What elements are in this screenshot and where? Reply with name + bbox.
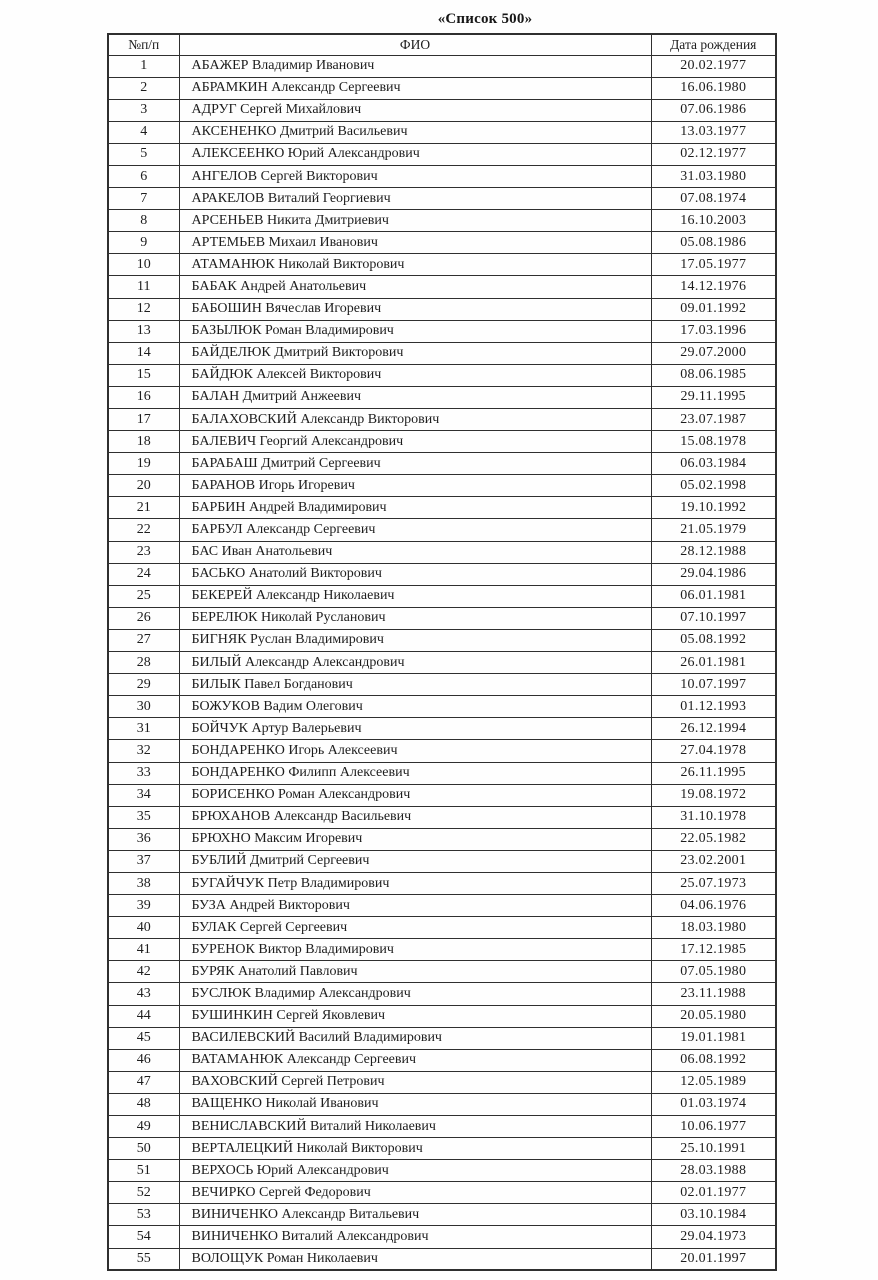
- person-name: БАЛЕВИЧ Георгий Александрович: [179, 431, 651, 453]
- birth-date: 29.11.1995: [651, 386, 776, 408]
- person-name: БОЖУКОВ Вадим Олегович: [179, 696, 651, 718]
- birth-date: 26.12.1994: [651, 718, 776, 740]
- birth-date: 19.08.1972: [651, 784, 776, 806]
- person-name: АЛЕКСЕЕНКО Юрий Александрович: [179, 143, 651, 165]
- birth-date: 07.05.1980: [651, 961, 776, 983]
- person-name: БАЗЫЛЮК Роман Владимирович: [179, 320, 651, 342]
- row-number: 37: [108, 850, 179, 872]
- person-name: ВАЩЕНКО Николай Иванович: [179, 1093, 651, 1115]
- table-row: [108, 99, 776, 121]
- person-name: БИГНЯК Руслан Владимирович: [179, 629, 651, 651]
- birth-date: 26.11.1995: [651, 762, 776, 784]
- person-name: БАСЬКО Анатолий Викторович: [179, 563, 651, 585]
- table-row: [108, 165, 776, 187]
- table-row: [108, 541, 776, 563]
- table-row: [108, 276, 776, 298]
- row-number: 34: [108, 784, 179, 806]
- birth-date: 05.02.1998: [651, 475, 776, 497]
- row-number: 8: [108, 210, 179, 232]
- birth-date: 02.01.1977: [651, 1182, 776, 1204]
- table-row: [108, 895, 776, 917]
- person-name: БАЙДЕЛЮК Дмитрий Викторович: [179, 342, 651, 364]
- table-row: [108, 342, 776, 364]
- table-row: [108, 320, 776, 342]
- row-number: 29: [108, 674, 179, 696]
- table-row: [108, 1248, 776, 1270]
- birth-date: 17.12.1985: [651, 939, 776, 961]
- table-row: [108, 55, 776, 77]
- table-row: [108, 188, 776, 210]
- birth-date: 20.05.1980: [651, 1005, 776, 1027]
- birth-date: 28.12.1988: [651, 541, 776, 563]
- row-number: 31: [108, 718, 179, 740]
- table-row: [108, 298, 776, 320]
- person-name: БИЛЫК Павел Богданович: [179, 674, 651, 696]
- birth-date: 05.08.1992: [651, 629, 776, 651]
- birth-date: 18.03.1980: [651, 917, 776, 939]
- person-name: ВИНИЧЕНКО Александр Витальевич: [179, 1204, 651, 1226]
- birth-date: 23.11.1988: [651, 983, 776, 1005]
- row-number: 49: [108, 1116, 179, 1138]
- row-number: 11: [108, 276, 179, 298]
- row-number: 6: [108, 165, 179, 187]
- row-number: 32: [108, 740, 179, 762]
- table-row: [108, 1116, 776, 1138]
- birth-date: 13.03.1977: [651, 121, 776, 143]
- birth-date: 31.10.1978: [651, 806, 776, 828]
- person-name: БАЛАН Дмитрий Анжеевич: [179, 386, 651, 408]
- birth-date: 06.08.1992: [651, 1049, 776, 1071]
- table-row: [108, 961, 776, 983]
- birth-date: 07.06.1986: [651, 99, 776, 121]
- birth-date: 23.07.1987: [651, 409, 776, 431]
- person-name: АДРУГ Сергей Михайлович: [179, 99, 651, 121]
- table-row: [108, 1005, 776, 1027]
- row-number: 3: [108, 99, 179, 121]
- row-number: 51: [108, 1160, 179, 1182]
- birth-date: 31.03.1980: [651, 165, 776, 187]
- table-row: [108, 740, 776, 762]
- row-number: 5: [108, 143, 179, 165]
- birth-date: 05.08.1986: [651, 232, 776, 254]
- birth-date: 08.06.1985: [651, 364, 776, 386]
- table-row: [108, 983, 776, 1005]
- birth-date: 29.04.1986: [651, 563, 776, 585]
- birth-date: 23.02.2001: [651, 850, 776, 872]
- table-row: [108, 254, 776, 276]
- person-name: БАС Иван Анатольевич: [179, 541, 651, 563]
- person-name: БУЗА Андрей Викторович: [179, 895, 651, 917]
- table-header: [108, 34, 776, 55]
- row-number: 1: [108, 55, 179, 77]
- birth-date: 10.06.1977: [651, 1116, 776, 1138]
- person-name: АБРАМКИН Александр Сергеевич: [179, 77, 651, 99]
- birth-date: 17.03.1996: [651, 320, 776, 342]
- person-name: БАРБИН Андрей Владимирович: [179, 497, 651, 519]
- header-name: ФИО: [179, 34, 651, 55]
- row-number: 9: [108, 232, 179, 254]
- birth-date: 09.01.1992: [651, 298, 776, 320]
- person-name: АРТЕМЬЕВ Михаил Иванович: [179, 232, 651, 254]
- table-row: [108, 872, 776, 894]
- birth-date: 27.04.1978: [651, 740, 776, 762]
- person-name: БОНДАРЕНКО Игорь Алексеевич: [179, 740, 651, 762]
- table-row: [108, 939, 776, 961]
- table-row: [108, 1049, 776, 1071]
- person-name: АРСЕНЬЕВ Никита Дмитриевич: [179, 210, 651, 232]
- person-name: ВЕЧИРКО Сергей Федорович: [179, 1182, 651, 1204]
- row-number: 16: [108, 386, 179, 408]
- birth-date: 14.12.1976: [651, 276, 776, 298]
- table-row: [108, 585, 776, 607]
- row-number: 27: [108, 629, 179, 651]
- birth-date: 29.07.2000: [651, 342, 776, 364]
- row-number: 20: [108, 475, 179, 497]
- table-row: [108, 762, 776, 784]
- birth-date: 26.01.1981: [651, 652, 776, 674]
- table-row: [108, 431, 776, 453]
- row-number: 40: [108, 917, 179, 939]
- table-row: [108, 1226, 776, 1248]
- table-row: [108, 1093, 776, 1115]
- birth-date: 20.01.1997: [651, 1248, 776, 1270]
- row-number: 42: [108, 961, 179, 983]
- person-name: БРЮХНО Максим Игоревич: [179, 828, 651, 850]
- row-number: 25: [108, 585, 179, 607]
- birth-date: 16.06.1980: [651, 77, 776, 99]
- person-name: БУБЛИЙ Дмитрий Сергеевич: [179, 850, 651, 872]
- table-row: [108, 143, 776, 165]
- table-row: [108, 453, 776, 475]
- person-name: БАРАБАШ Дмитрий Сергеевич: [179, 453, 651, 475]
- row-number: 43: [108, 983, 179, 1005]
- person-name: БАРБУЛ Александр Сергеевич: [179, 519, 651, 541]
- row-number: 26: [108, 607, 179, 629]
- person-name: БАБОШИН Вячеслав Игоревич: [179, 298, 651, 320]
- person-name: БОНДАРЕНКО Филипп Алексеевич: [179, 762, 651, 784]
- header-row: [108, 34, 776, 55]
- table-row: [108, 1204, 776, 1226]
- row-number: 4: [108, 121, 179, 143]
- person-name: АБАЖЕР Владимир Иванович: [179, 55, 651, 77]
- person-name: БАБАК Андрей Анатольевич: [179, 276, 651, 298]
- row-number: 48: [108, 1093, 179, 1115]
- birth-date: 01.03.1974: [651, 1093, 776, 1115]
- table-row: [108, 718, 776, 740]
- table-row: [108, 386, 776, 408]
- birth-date: 01.12.1993: [651, 696, 776, 718]
- row-number: 33: [108, 762, 179, 784]
- person-name: ВАТАМАНЮК Александр Сергеевич: [179, 1049, 651, 1071]
- row-number: 17: [108, 409, 179, 431]
- person-name: БАЛАХОВСКИЙ Александр Викторович: [179, 409, 651, 431]
- birth-date: 10.07.1997: [651, 674, 776, 696]
- table-row: [108, 784, 776, 806]
- person-name: АНГЕЛОВ Сергей Викторович: [179, 165, 651, 187]
- birth-date: 16.10.2003: [651, 210, 776, 232]
- person-name: АРАКЕЛОВ Виталий Георгиевич: [179, 188, 651, 210]
- row-number: 18: [108, 431, 179, 453]
- birth-date: 19.01.1981: [651, 1027, 776, 1049]
- birth-date: 17.05.1977: [651, 254, 776, 276]
- birth-date: 29.04.1973: [651, 1226, 776, 1248]
- person-name: БУРЯК Анатолий Павлович: [179, 961, 651, 983]
- document-title: «Список 500»: [437, 11, 533, 27]
- row-number: 19: [108, 453, 179, 475]
- person-name: ВАСИЛЕВСКИЙ Василий Владимирович: [179, 1027, 651, 1049]
- birth-date: 02.12.1977: [651, 143, 776, 165]
- row-number: 36: [108, 828, 179, 850]
- person-name: БУРЕНОК Виктор Владимирович: [179, 939, 651, 961]
- person-name: ВАХОВСКИЙ Сергей Петрович: [179, 1071, 651, 1093]
- row-number: 54: [108, 1226, 179, 1248]
- table-row: [108, 121, 776, 143]
- table-row: [108, 629, 776, 651]
- birth-date: 20.02.1977: [651, 55, 776, 77]
- person-name: БРЮХАНОВ Александр Васильевич: [179, 806, 651, 828]
- person-name: БЕКЕРЕЙ Александр Николаевич: [179, 585, 651, 607]
- birth-date: 28.03.1988: [651, 1160, 776, 1182]
- person-name: БОРИСЕНКО Роман Александрович: [179, 784, 651, 806]
- person-name: ВЕНИСЛАВСКИЙ Виталий Николаевич: [179, 1116, 651, 1138]
- person-name: БУЛАК Сергей Сергеевич: [179, 917, 651, 939]
- person-name: ВЕРХОСЬ Юрий Александрович: [179, 1160, 651, 1182]
- table-row: [108, 1160, 776, 1182]
- row-number: 28: [108, 652, 179, 674]
- table-body: [108, 55, 776, 1270]
- birth-date: 06.03.1984: [651, 453, 776, 475]
- table-row: [108, 364, 776, 386]
- row-number: 39: [108, 895, 179, 917]
- table-row: [108, 409, 776, 431]
- row-number: 13: [108, 320, 179, 342]
- person-name: БУШИНКИН Сергей Яковлевич: [179, 1005, 651, 1027]
- row-number: 53: [108, 1204, 179, 1226]
- table-row: [108, 850, 776, 872]
- row-number: 52: [108, 1182, 179, 1204]
- person-name: АКСЕНЕНКО Дмитрий Васильевич: [179, 121, 651, 143]
- table-row: [108, 806, 776, 828]
- row-number: 7: [108, 188, 179, 210]
- person-name: БУСЛЮК Владимир Александрович: [179, 983, 651, 1005]
- person-name: ВЕРТАЛЕЦКИЙ Николай Викторович: [179, 1138, 651, 1160]
- table-row: [108, 563, 776, 585]
- row-number: 44: [108, 1005, 179, 1027]
- row-number: 22: [108, 519, 179, 541]
- birth-date: 21.05.1979: [651, 519, 776, 541]
- table-row: [108, 210, 776, 232]
- header-dob: Дата рождения: [651, 34, 776, 55]
- row-number: 15: [108, 364, 179, 386]
- row-number: 46: [108, 1049, 179, 1071]
- birth-date: 07.08.1974: [651, 188, 776, 210]
- row-number: 35: [108, 806, 179, 828]
- row-number: 14: [108, 342, 179, 364]
- table-row: [108, 917, 776, 939]
- table-row: [108, 475, 776, 497]
- person-name: ВОЛОЩУК Роман Николаевич: [179, 1248, 651, 1270]
- row-number: 45: [108, 1027, 179, 1049]
- table-row: [108, 1138, 776, 1160]
- table-row: [108, 674, 776, 696]
- person-name: БИЛЫЙ Александр Александрович: [179, 652, 651, 674]
- row-number: 30: [108, 696, 179, 718]
- table-row: [108, 1071, 776, 1093]
- birth-date: 12.05.1989: [651, 1071, 776, 1093]
- table-row: [108, 652, 776, 674]
- table-row: [108, 607, 776, 629]
- birth-date: 06.01.1981: [651, 585, 776, 607]
- row-number: 21: [108, 497, 179, 519]
- person-name: БЕРЕЛЮК Николай Русланович: [179, 607, 651, 629]
- birth-date: 04.06.1976: [651, 895, 776, 917]
- birth-date: 25.07.1973: [651, 872, 776, 894]
- row-number: 47: [108, 1071, 179, 1093]
- table-row: [108, 1027, 776, 1049]
- row-number: 50: [108, 1138, 179, 1160]
- table-row: [108, 696, 776, 718]
- birth-date: 03.10.1984: [651, 1204, 776, 1226]
- row-number: 24: [108, 563, 179, 585]
- person-name: БОЙЧУК Артур Валерьевич: [179, 718, 651, 740]
- row-number: 23: [108, 541, 179, 563]
- row-number: 38: [108, 872, 179, 894]
- birth-date: 07.10.1997: [651, 607, 776, 629]
- person-name: ВИНИЧЕНКО Виталий Александрович: [179, 1226, 651, 1248]
- person-name: АТАМАНЮК Николай Викторович: [179, 254, 651, 276]
- table-row: [108, 519, 776, 541]
- table-row: [108, 232, 776, 254]
- birth-date: 15.08.1978: [651, 431, 776, 453]
- birth-date: 25.10.1991: [651, 1138, 776, 1160]
- table-row: [108, 828, 776, 850]
- table-row: [108, 497, 776, 519]
- person-name: БАЙДЮК Алексей Викторович: [179, 364, 651, 386]
- birth-date: 22.05.1982: [651, 828, 776, 850]
- table-row: [108, 77, 776, 99]
- row-number: 2: [108, 77, 179, 99]
- row-number: 10: [108, 254, 179, 276]
- roster-table: [107, 33, 777, 1271]
- person-name: БАРАНОВ Игорь Игоревич: [179, 475, 651, 497]
- row-number: 55: [108, 1248, 179, 1270]
- table-row: [108, 1182, 776, 1204]
- header-number: №п/п: [108, 34, 179, 55]
- row-number: 41: [108, 939, 179, 961]
- person-name: БУГАЙЧУК Петр Владимирович: [179, 872, 651, 894]
- birth-date: 19.10.1992: [651, 497, 776, 519]
- row-number: 12: [108, 298, 179, 320]
